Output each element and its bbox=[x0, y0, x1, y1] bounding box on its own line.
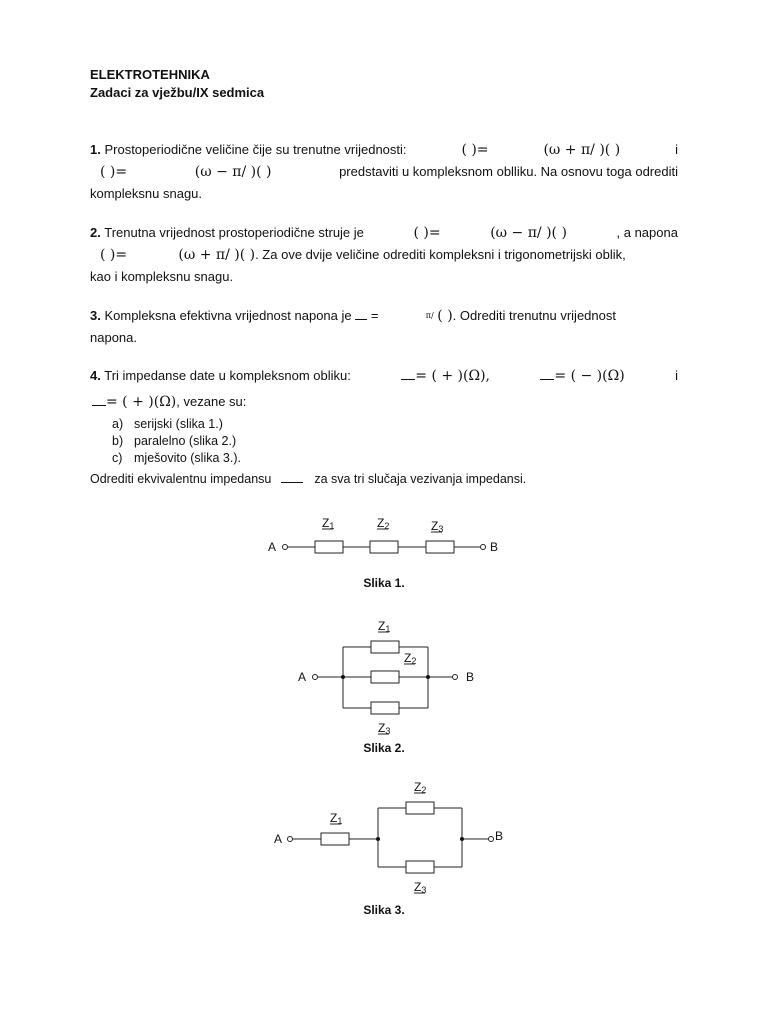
impedance-label-z2: Z2 bbox=[404, 651, 417, 666]
node-label-b: B bbox=[490, 540, 499, 554]
impedance-label-z2: Z2 bbox=[414, 780, 427, 795]
node-label-a: A bbox=[298, 670, 307, 684]
task-text: napona. bbox=[90, 330, 137, 345]
math-expression: (ω − π/ )( ) bbox=[490, 225, 567, 241]
task-text: , vezane su: bbox=[176, 394, 247, 409]
impedance-label-z3: Z3 bbox=[414, 880, 427, 895]
task-text: kompleksnu snagu. bbox=[90, 186, 203, 201]
task-text: Tri impedanse date u kompleksnom obliku: bbox=[104, 368, 351, 383]
impedance-label-z3: Z3 bbox=[378, 721, 391, 736]
math-expression: = bbox=[370, 308, 379, 323]
math-expression: (ω + π/ )( ) bbox=[178, 247, 256, 263]
math-expression: = ( + )(Ω), bbox=[415, 368, 490, 384]
task-text: Odrediti ekvivalentnu impedansu bbox=[90, 472, 272, 486]
figure-3-caption: Slika 3. bbox=[363, 903, 405, 917]
node-label-b: B bbox=[466, 670, 475, 684]
figure-1-caption: Slika 1. bbox=[363, 576, 405, 590]
math-expression: (ω − π/ )( ) bbox=[194, 164, 272, 180]
task-text: Prostoperiodične veličine čije su trenutne vrijednosti: bbox=[104, 142, 407, 157]
task-text: predstaviti u kompleksnom oblliku. Na osnovu toga odrediti bbox=[339, 164, 678, 179]
impedance-label-z1: Z1 bbox=[322, 516, 335, 531]
task-text: za sva tri slučaja vezivanja impedansi. bbox=[314, 472, 527, 486]
document-subject: ELEKTROTEHNIKA bbox=[90, 67, 210, 82]
task-text: , a napona bbox=[616, 225, 678, 240]
figure-2-caption: Slika 2. bbox=[363, 741, 405, 755]
impedance-label-z1: Z1 bbox=[378, 619, 391, 634]
task-number: 4. bbox=[90, 368, 101, 383]
math-expression: = ( + )(Ω) bbox=[106, 394, 177, 410]
list-item: a) serijski (slika 1.) bbox=[112, 417, 223, 431]
task-text: kao i kompleksnu snagu. bbox=[90, 269, 234, 284]
list-item: c) mješovito (slika 3.). bbox=[112, 451, 241, 465]
document-subtitle: Zadaci za vježbu/IX sedmica bbox=[90, 85, 265, 100]
math-expression: ( )= bbox=[461, 142, 489, 158]
task-number: 1. bbox=[90, 142, 101, 157]
node-label-a: A bbox=[274, 832, 283, 846]
impedance-label-z2: Z2 bbox=[377, 516, 390, 531]
node-label-a: A bbox=[268, 540, 277, 554]
task-number: 3. bbox=[90, 308, 101, 323]
math-exponent: π/ bbox=[425, 311, 434, 320]
task-text: i bbox=[675, 142, 678, 157]
task-text: Trenutna vrijednost prostoperiodične struje je bbox=[104, 225, 364, 240]
math-expression: ( )= bbox=[100, 164, 128, 180]
impedance-label-z1: Z1 bbox=[330, 811, 343, 826]
math-expression: ( ) bbox=[437, 308, 453, 324]
task-number: 2. bbox=[90, 225, 101, 240]
math-expression: (ω + π/ )( ) bbox=[543, 142, 621, 158]
math-expression: ( )= bbox=[413, 225, 441, 241]
task-text: i bbox=[675, 368, 678, 383]
node-label-b: B bbox=[495, 829, 504, 843]
math-expression: = ( − )(Ω) bbox=[554, 368, 625, 384]
task-text: Kompleksna efektivna vrijednost napona je bbox=[104, 308, 352, 323]
list-item: b) paralelno (slika 2.) bbox=[112, 434, 237, 448]
impedance-label-z3: Z3 bbox=[431, 519, 444, 534]
math-expression: ( )= bbox=[100, 247, 128, 263]
task-text: . Odrediti trenutnu vrijednost bbox=[452, 308, 616, 323]
task-text: . Za ove dvije veličine odrediti kompleksni i trigonometrijski oblik, bbox=[255, 247, 626, 262]
